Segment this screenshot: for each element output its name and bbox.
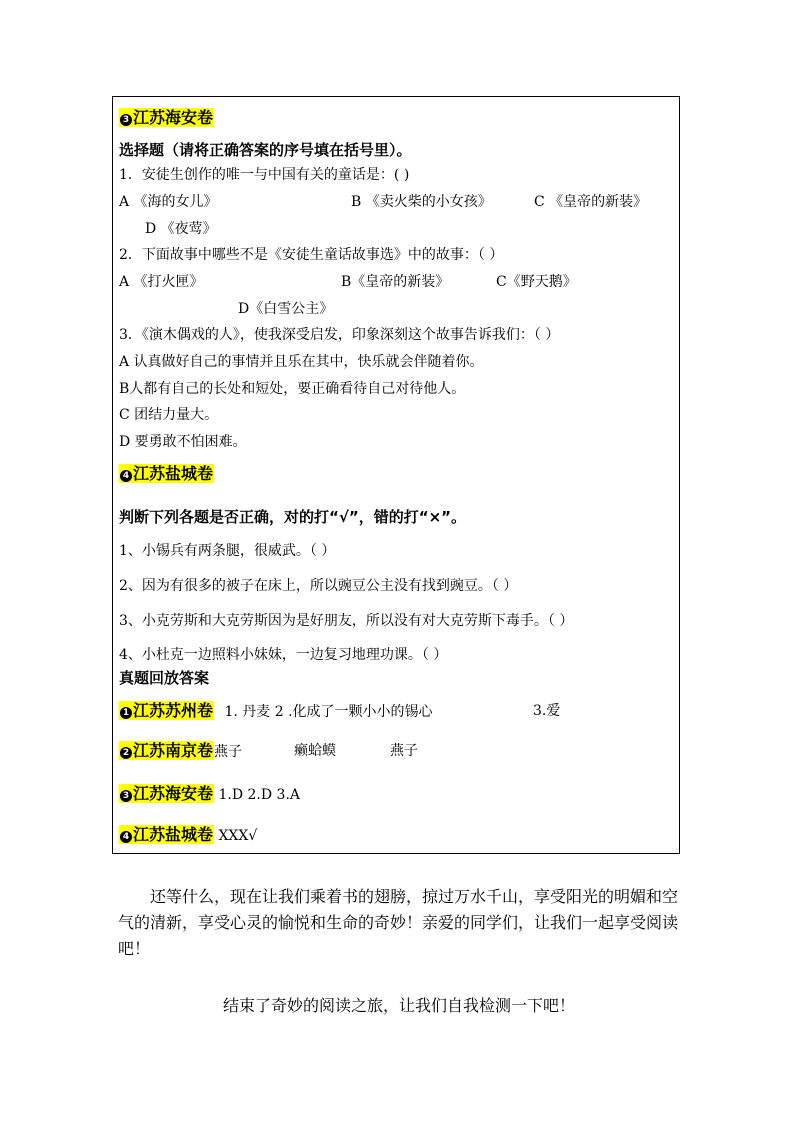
answer-row-3 [119, 784, 300, 805]
section-3-label: 江苏海安卷 [133, 108, 214, 127]
q3-option-d: D 要勇敢不怕困难。 [119, 434, 247, 450]
section-3-number: 3 [120, 114, 132, 126]
answer-row-4 [119, 825, 257, 846]
q1-option-c: C 《皇帝的新装》 [534, 194, 648, 210]
answer-3-label: 江苏海安卷 [133, 784, 214, 803]
q3-stem: 3．《演木偶戏的人》，使我深受启发，印象深刻这个故事告诉我们：（ ） [119, 327, 560, 343]
closing-paragraph: 还等什么，现在让我们乘着书的翅膀，掠过万水千山，享受阳光的明媚和空气的清新，享受心灵的愉悦和生命的奇妙！亲爱的同学们，让我们一起享受阅读吧！ [118, 887, 679, 958]
section-4-instruction: 判断下列各题是否正确，对的打“√”，错的打“×”。 [119, 508, 467, 526]
section-4-title [119, 464, 214, 485]
answer-4-text: XXX√ [218, 828, 258, 844]
q3-option-c: C 团结力量大。 [119, 407, 219, 423]
answer-row-1 [119, 701, 679, 722]
section-3-title [119, 108, 214, 129]
section-4-number: 4 [120, 470, 132, 482]
answer-4-label: 江苏盐城卷 [133, 825, 214, 844]
q2-option-a: A 《打火匣》 [119, 274, 204, 290]
judge-item: 1、小锡兵有两条腿，很威武。（ ） [119, 543, 336, 559]
answer-2-text-3: 燕子 [390, 743, 418, 759]
closing-line: 结束了奇妙的阅读之旅，让我们自我检测一下吧！ [222, 996, 575, 1015]
q1-option-b: B 《卖火柴的小女孩》 [351, 194, 492, 210]
q3-option-b: B人都有自己的长处和短处，要正确看待自己对待他人。 [119, 381, 466, 397]
answer-1-label: 江苏苏州卷 [133, 701, 214, 720]
q2-stem: 2．下面故事中哪些不是《安徒生童话故事选》中的故事：（ ） [119, 247, 504, 263]
answer-2-label: 江苏南京卷 [133, 741, 214, 760]
answer-1-text-2: 3.爱 [533, 703, 561, 719]
q2-option-d: D《白雪公主》 [238, 301, 334, 317]
section-4-label: 江苏盐城卷 [133, 464, 214, 483]
answer-2-text: 燕子 [214, 744, 243, 760]
answers-heading: 真题回放答案 [119, 669, 210, 687]
answer-3-text: 1.D 2.D 3.A [218, 787, 301, 803]
q2-option-c: C《野天鹅》 [496, 274, 577, 290]
q1-option-d: D 《夜莺》 [145, 221, 217, 237]
judge-item: 3、小克劳斯和大克劳斯因为是好朋友，所以没有对大克劳斯下毒手。（ ） [119, 613, 574, 629]
q1-option-a: A 《海的女儿》 [119, 194, 218, 210]
judge-item: 2、因为有很多的被子在床上，所以豌豆公主没有找到豌豆。（ ） [119, 578, 518, 594]
q1-stem: 1．安徒生创作的唯一与中国有关的童话是：( ) [119, 167, 410, 183]
judge-item: 4、小杜克一边照料小妹妹，一边复习地理功课。（ ） [119, 647, 448, 663]
answer-2-text-2: 癞蛤蟆 [294, 743, 336, 759]
answer-3-number: 3 [120, 790, 132, 802]
answer-1-number: 1 [120, 707, 132, 719]
answer-row-2 [119, 741, 679, 762]
answer-1-text: 1. 丹麦 2 .化成了一颗小小的锡心 [224, 704, 433, 720]
section-3-instruction: 选择题（请将正确答案的序号填在括号里）。 [119, 141, 412, 159]
q2-option-b: B《皇帝的新装》 [341, 274, 450, 290]
q3-option-a: A 认真做好自己的事情并且乐在其中，快乐就会伴随着你。 [119, 354, 484, 370]
answer-4-number: 4 [120, 831, 132, 843]
answer-2-number: 2 [120, 747, 132, 759]
